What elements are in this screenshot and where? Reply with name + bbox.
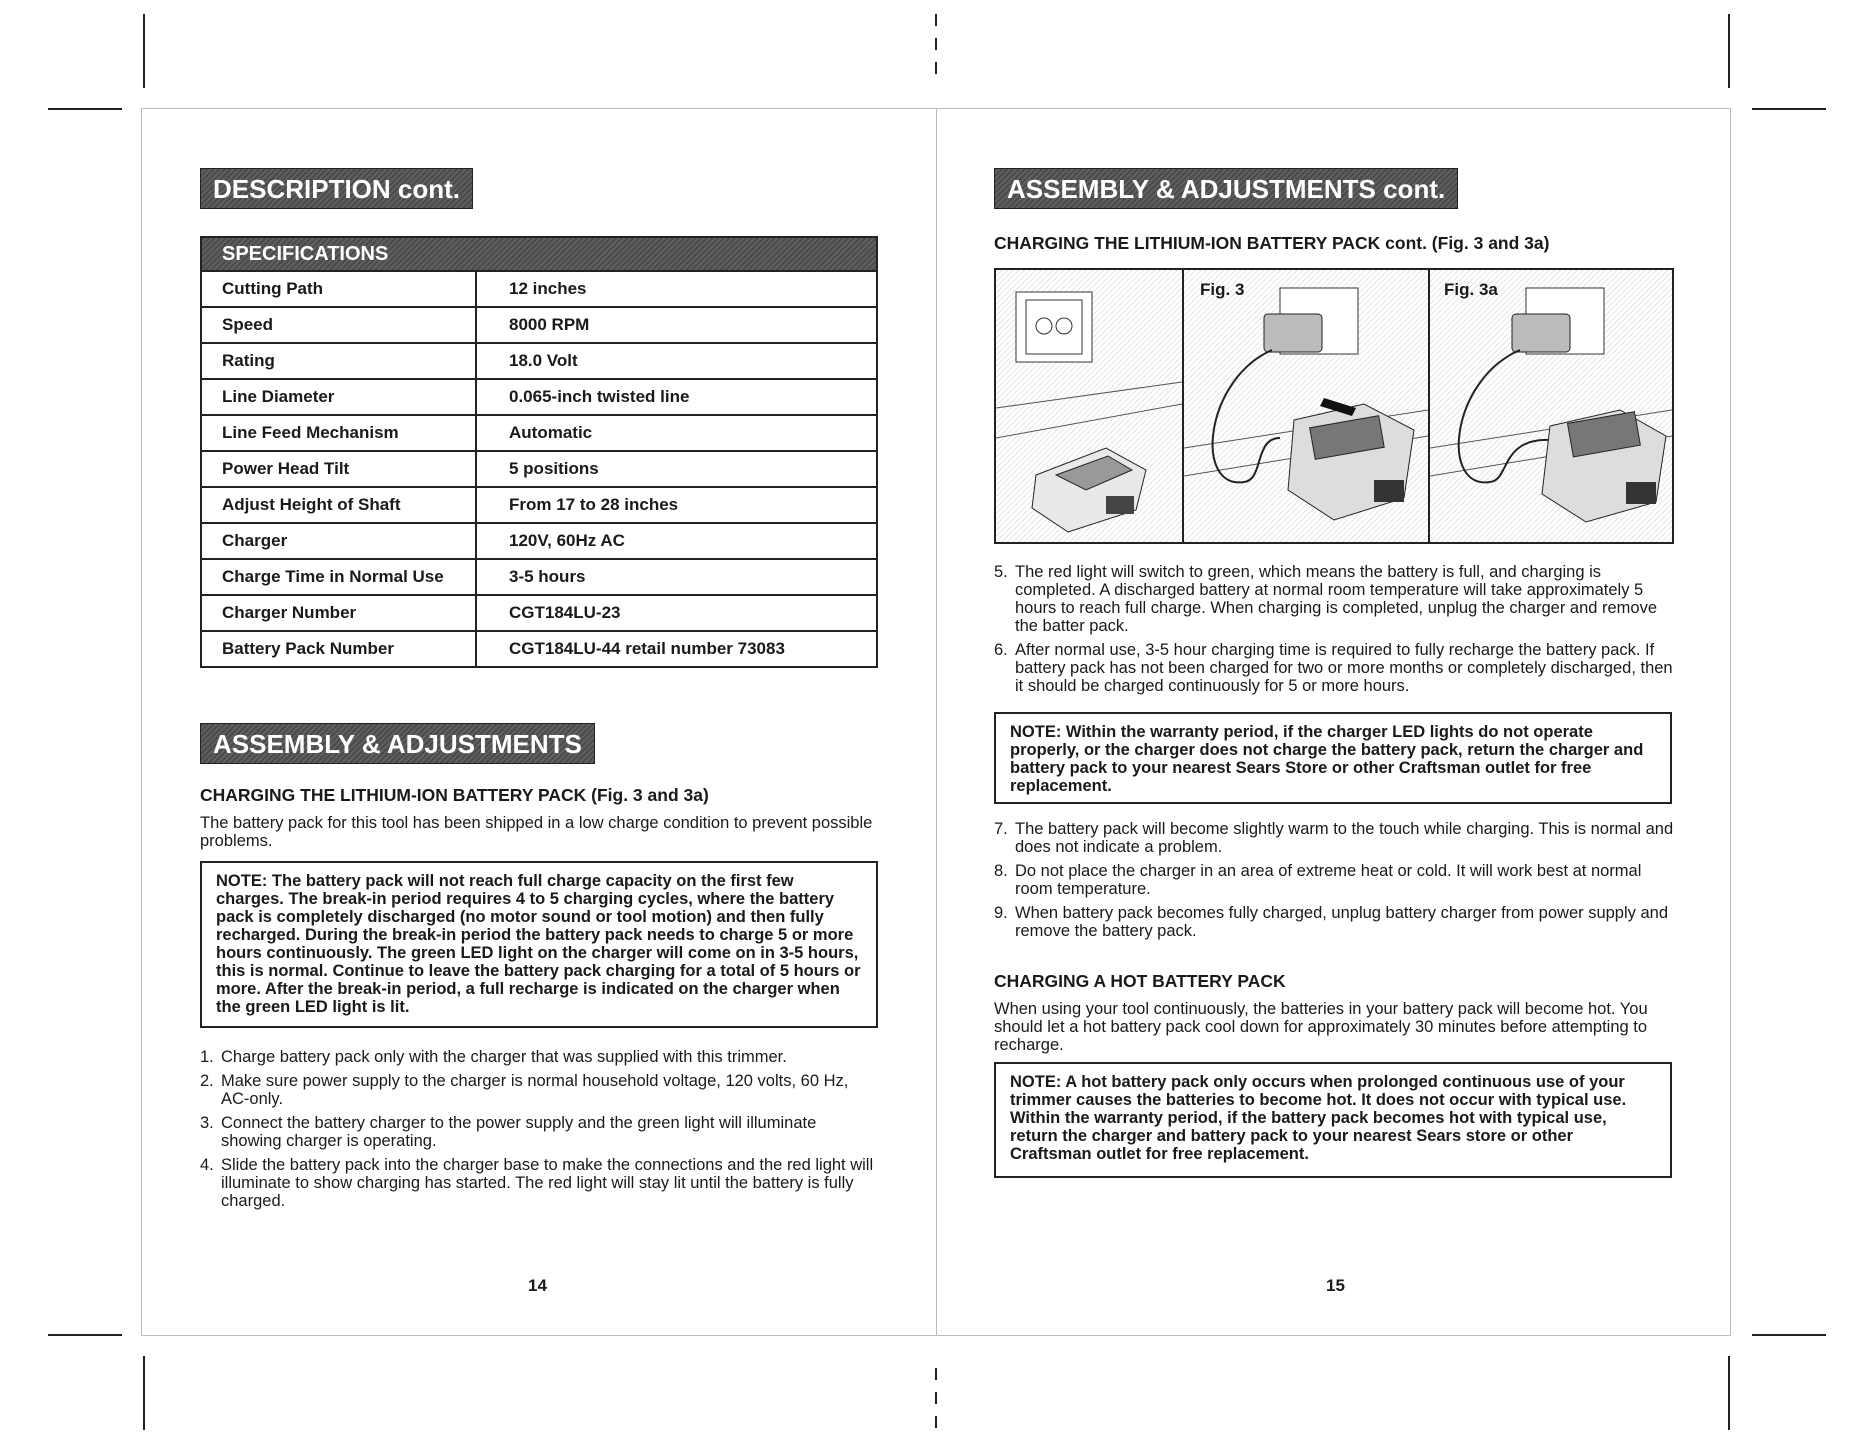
- hot-battery-text: When using your tool continuously, the batteries in your battery pack will become hot. You should let a hot battery pack cool down for approximately 30 minutes before attempting to recharge.: [994, 1000, 1648, 1054]
- charging-steps-list: [200, 1048, 880, 1216]
- crop-mark: [1728, 14, 1730, 88]
- spec-value: 18.0 Volt: [509, 351, 578, 370]
- spec-row: [202, 486, 876, 522]
- page-number-left: 14: [528, 1276, 547, 1295]
- list-item: [200, 1156, 880, 1210]
- list-item-text: When battery pack becomes fully charged, unplug battery charger from power supply and remove the battery pack.: [1015, 904, 1669, 940]
- spec-value: From 17 to 28 inches: [509, 495, 679, 514]
- list-item-number: 8.: [994, 862, 1008, 880]
- spec-value: 5 positions: [509, 459, 599, 478]
- list-item-text: Make sure power supply to the charger is normal household voltage, 120 volts, 60 Hz, AC-only.: [221, 1072, 849, 1108]
- list-item-number: 1.: [200, 1048, 214, 1066]
- crop-mark: [1728, 1356, 1730, 1430]
- list-item: [994, 862, 1674, 898]
- list-item-text: Connect the battery charger to the power supply and the green light will illuminate showing charger is operating.: [221, 1114, 817, 1150]
- center-mark: [935, 1392, 937, 1404]
- charger-charging-illustration: [1430, 270, 1672, 542]
- charging-steps-list-cont: [994, 563, 1674, 701]
- section-banner-assembly: ASSEMBLY & ADJUSTMENTS: [200, 723, 595, 764]
- battery-illustration: [996, 270, 1182, 542]
- figure-panel-fig3a: [1430, 270, 1672, 542]
- hot-battery-heading: CHARGING A HOT BATTERY PACK: [994, 971, 1286, 991]
- charging-steps-list-cont-2: [994, 820, 1674, 946]
- hot-battery-note: NOTE: A hot battery pack only occurs when prolonged continuous use of your trimmer causes the batteries to become hot. It does not occur with typical use. Within the warranty period, if the battery pack becomes hot with typical use, return the charger and battery pack to your nearest Sears store or other Craftsman outlet for free replacement.: [994, 1062, 1672, 1178]
- charging-intro: The battery pack for this tool has been shipped in a low charge condition to prevent possible problems.: [200, 814, 873, 850]
- list-item-number: 3.: [200, 1114, 214, 1132]
- list-item: [994, 641, 1674, 695]
- crop-mark: [1752, 108, 1826, 110]
- specifications-title: SPECIFICATIONS: [202, 238, 876, 270]
- figure-panel-battery: [996, 270, 1184, 542]
- charger-figure: [994, 268, 1674, 544]
- spec-label: Power Head Tilt: [202, 452, 477, 486]
- spec-value: CGT184LU-44 retail number 73083: [509, 639, 785, 658]
- warranty-note: NOTE: Within the warranty period, if the charger LED lights do not operate properly, or the charger does not charge the battery pack, return the charger and battery pack to your nearest Sears Store or other Craftsman outlet for free replacement.: [994, 712, 1672, 804]
- fig-3-label: Fig. 3: [1200, 280, 1245, 299]
- spec-value: 12 inches: [509, 279, 587, 298]
- crop-mark: [48, 1334, 122, 1336]
- spec-label: Charger Number: [202, 596, 477, 630]
- crop-mark: [143, 1356, 145, 1430]
- section-banner-assembly-cont: ASSEMBLY & ADJUSTMENTS cont.: [994, 168, 1458, 209]
- charging-heading: CHARGING THE LITHIUM-ION BATTERY PACK (Fig. 3 and 3a): [200, 785, 709, 805]
- list-item: [200, 1114, 880, 1150]
- center-mark: [935, 1416, 937, 1428]
- list-item-number: 9.: [994, 904, 1008, 922]
- list-item: [994, 904, 1674, 940]
- list-item: [994, 563, 1674, 635]
- spec-row: [202, 630, 876, 666]
- spec-value: 8000 RPM: [509, 315, 590, 334]
- crop-mark: [1752, 1334, 1826, 1336]
- spec-label: Charge Time in Normal Use: [202, 560, 477, 594]
- list-item-number: 5.: [994, 563, 1008, 581]
- break-in-note: NOTE: The battery pack will not reach full charge capacity on the first few charges. The break-in period requires 4 to 5 charging cycles, where the battery pack is completely discharged (no motor sound or tool motion) and then fully recharged. During the break-in period the battery pack needs to charge 5 or more hours continuously. The green LED light on the charger will come on in 3-5 hours, this is normal. Continue to leave the battery pack charging for a total of 5 hours or more. After the break-in period, a full recharge is indicated on the charger when the green LED light is lit.: [200, 861, 878, 1028]
- spec-value: 120V, 60Hz AC: [509, 531, 625, 550]
- spec-row: [202, 594, 876, 630]
- page-number-right: 15: [1326, 1276, 1345, 1295]
- spec-label: Line Feed Mechanism: [202, 416, 477, 450]
- page-fold: [936, 108, 937, 1336]
- spec-row: [202, 558, 876, 594]
- list-item-number: 2.: [200, 1072, 214, 1090]
- specifications-table: [200, 236, 878, 668]
- spec-value: 0.065-inch twisted line: [509, 387, 690, 406]
- spec-label: Line Diameter: [202, 380, 477, 414]
- spec-label: Adjust Height of Shaft: [202, 488, 477, 522]
- spec-row: [202, 378, 876, 414]
- list-item: [994, 820, 1674, 856]
- figure-panel-fig3: [1184, 270, 1430, 542]
- list-item-number: 6.: [994, 641, 1008, 659]
- spec-value: CGT184LU-23: [509, 603, 621, 622]
- crop-mark: [143, 14, 145, 88]
- list-item: [200, 1048, 880, 1066]
- list-item-number: 7.: [994, 820, 1008, 838]
- list-item-text: The battery pack will become slightly warm to the touch while charging. This is normal and does not indicate a problem.: [1015, 820, 1674, 856]
- spec-row: [202, 450, 876, 486]
- center-mark: [935, 1368, 937, 1380]
- list-item-text: Do not place the charger in an area of extreme heat or cold. It will work best at normal room temperature.: [1015, 862, 1642, 898]
- spec-row: [202, 306, 876, 342]
- charger-plugged-illustration: [1184, 270, 1428, 542]
- spec-label: Speed: [202, 308, 477, 342]
- list-item-number: 4.: [200, 1156, 214, 1174]
- list-item-text: Charge battery pack only with the charger that was supplied with this trimmer.: [221, 1048, 787, 1066]
- center-mark: [935, 62, 937, 74]
- center-mark: [935, 14, 937, 26]
- section-banner-description: DESCRIPTION cont.: [200, 168, 473, 209]
- center-mark: [935, 38, 937, 50]
- list-item-text: The red light will switch to green, which means the battery is full, and charging is completed. A discharged battery at normal room temperature will take approximately 5 hours to reach full charge. When charging is completed, unplug the charger and remove the batter pack.: [1015, 563, 1658, 635]
- spec-label: Rating: [202, 344, 477, 378]
- fig-3a-label: Fig. 3a: [1444, 280, 1498, 299]
- spec-row: [202, 522, 876, 558]
- list-item-text: Slide the battery pack into the charger base to make the connections and the red light will illuminate to show charging has started. The red light will stay lit until the battery is fully charged.: [221, 1156, 874, 1210]
- spec-label: Battery Pack Number: [202, 632, 477, 666]
- crop-mark: [48, 108, 122, 110]
- spec-value: Automatic: [509, 423, 593, 442]
- list-item-text: After normal use, 3-5 hour charging time is required to fully recharge the battery pack. If battery pack has not been charged for two or more months or completely discharged, then it should be charged continuously for 5 or more hours.: [1015, 641, 1673, 695]
- spec-row: [202, 414, 876, 450]
- list-item: [200, 1072, 880, 1108]
- spec-label: Charger: [202, 524, 477, 558]
- spec-row: [202, 270, 876, 306]
- spec-value: 3-5 hours: [509, 567, 586, 586]
- spec-label: Cutting Path: [202, 272, 477, 306]
- charging-cont-heading: CHARGING THE LITHIUM-ION BATTERY PACK cont. (Fig. 3 and 3a): [994, 233, 1550, 253]
- spec-row: [202, 342, 876, 378]
